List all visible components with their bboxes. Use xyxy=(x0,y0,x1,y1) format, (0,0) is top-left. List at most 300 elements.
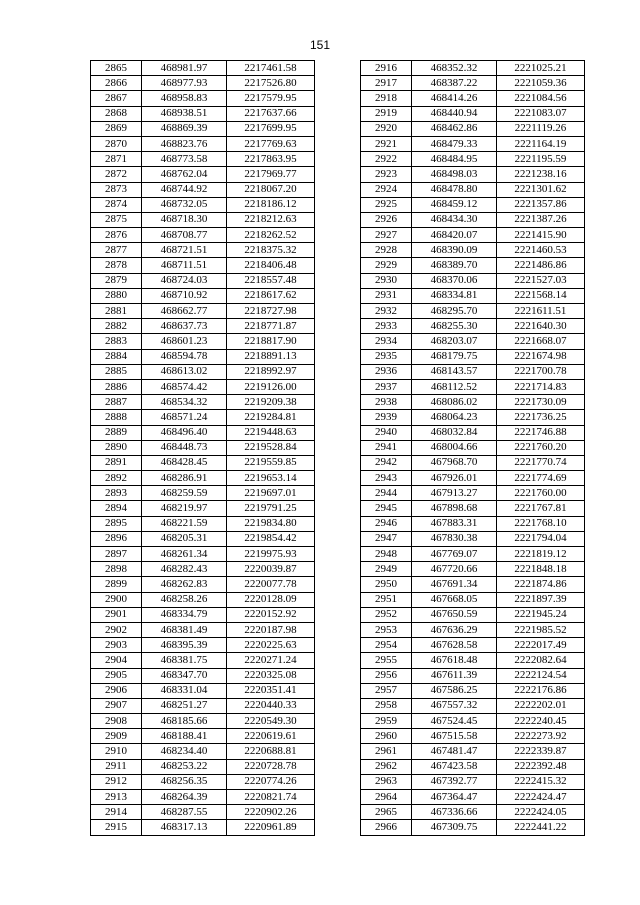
x-coordinate-cell: 468938.51 xyxy=(142,106,227,121)
x-coordinate-cell: 468334.81 xyxy=(412,288,497,303)
y-coordinate-cell: 2219975.93 xyxy=(227,547,315,562)
y-coordinate-cell: 2217699.95 xyxy=(227,121,315,136)
point-number-cell: 2952 xyxy=(361,607,412,622)
table-row xyxy=(91,197,315,212)
x-coordinate-cell: 467668.05 xyxy=(412,592,497,607)
x-coordinate-cell: 468253.22 xyxy=(142,759,227,774)
x-coordinate-cell: 467515.58 xyxy=(412,729,497,744)
table-row xyxy=(91,805,315,820)
x-coordinate-cell: 468459.12 xyxy=(412,197,497,212)
point-number-cell: 2932 xyxy=(361,304,412,319)
point-number-cell: 2918 xyxy=(361,91,412,106)
table-row xyxy=(361,319,585,334)
point-number-cell: 2889 xyxy=(91,425,142,440)
table-row xyxy=(91,790,315,805)
table-row xyxy=(91,379,315,394)
y-coordinate-cell: 2221640.30 xyxy=(497,319,585,334)
table-row xyxy=(91,212,315,227)
table-row xyxy=(91,288,315,303)
y-coordinate-cell: 2218727.98 xyxy=(227,304,315,319)
point-number-cell: 2901 xyxy=(91,607,142,622)
x-coordinate-cell: 468287.55 xyxy=(142,805,227,820)
x-coordinate-cell: 468282.43 xyxy=(142,562,227,577)
point-number-cell: 2928 xyxy=(361,243,412,258)
point-number-cell: 2883 xyxy=(91,334,142,349)
table-row xyxy=(91,516,315,531)
point-number-cell: 2921 xyxy=(361,136,412,151)
point-number-cell: 2884 xyxy=(91,349,142,364)
point-number-cell: 2923 xyxy=(361,167,412,182)
y-coordinate-cell: 2219854.42 xyxy=(227,531,315,546)
y-coordinate-cell: 2220440.33 xyxy=(227,698,315,713)
y-coordinate-cell: 2220351.41 xyxy=(227,683,315,698)
y-coordinate-cell: 2222424.47 xyxy=(497,790,585,805)
table-row xyxy=(91,759,315,774)
point-number-cell: 2935 xyxy=(361,349,412,364)
y-coordinate-cell: 2222124.54 xyxy=(497,668,585,683)
x-coordinate-cell: 468448.73 xyxy=(142,440,227,455)
table-row xyxy=(361,714,585,729)
point-number-cell: 2933 xyxy=(361,319,412,334)
table-row xyxy=(361,577,585,592)
point-number-cell: 2929 xyxy=(361,258,412,273)
point-number-cell: 2951 xyxy=(361,592,412,607)
point-number-cell: 2907 xyxy=(91,698,142,713)
x-coordinate-cell: 467586.25 xyxy=(412,683,497,698)
point-number-cell: 2914 xyxy=(91,805,142,820)
y-coordinate-cell: 2218186.12 xyxy=(227,197,315,212)
x-coordinate-cell: 468251.27 xyxy=(142,698,227,713)
table-row xyxy=(361,182,585,197)
point-number-cell: 2895 xyxy=(91,516,142,531)
y-coordinate-cell: 2221945.24 xyxy=(497,607,585,622)
x-coordinate-cell: 468981.97 xyxy=(142,61,227,76)
y-coordinate-cell: 2218557.48 xyxy=(227,273,315,288)
y-coordinate-cell: 2221819.12 xyxy=(497,547,585,562)
table-row xyxy=(91,547,315,562)
x-coordinate-cell: 467691.34 xyxy=(412,577,497,592)
table-row xyxy=(91,243,315,258)
point-number-cell: 2905 xyxy=(91,668,142,683)
y-coordinate-cell: 2221674.98 xyxy=(497,349,585,364)
x-coordinate-cell: 468255.30 xyxy=(412,319,497,334)
x-coordinate-cell: 468112.52 xyxy=(412,379,497,394)
point-number-cell: 2871 xyxy=(91,152,142,167)
table-row xyxy=(91,668,315,683)
x-coordinate-cell: 468574.42 xyxy=(142,379,227,394)
y-coordinate-cell: 2218262.52 xyxy=(227,228,315,243)
table-row xyxy=(361,744,585,759)
table-row xyxy=(91,182,315,197)
y-coordinate-cell: 2218212.63 xyxy=(227,212,315,227)
y-coordinate-cell: 2221059.36 xyxy=(497,76,585,91)
x-coordinate-cell: 468387.22 xyxy=(412,76,497,91)
table-row xyxy=(91,334,315,349)
table-row xyxy=(91,304,315,319)
y-coordinate-cell: 2221767.81 xyxy=(497,501,585,516)
x-coordinate-cell: 468221.59 xyxy=(142,516,227,531)
x-coordinate-cell: 468762.04 xyxy=(142,167,227,182)
y-coordinate-cell: 2217863.95 xyxy=(227,152,315,167)
x-coordinate-cell: 468484.95 xyxy=(412,152,497,167)
x-coordinate-cell: 467336.66 xyxy=(412,805,497,820)
y-coordinate-cell: 2221770.74 xyxy=(497,455,585,470)
x-coordinate-cell: 468440.94 xyxy=(412,106,497,121)
x-coordinate-cell: 467913.27 xyxy=(412,486,497,501)
x-coordinate-cell: 468711.51 xyxy=(142,258,227,273)
x-coordinate-cell: 468601.23 xyxy=(142,334,227,349)
y-coordinate-cell: 2221238.16 xyxy=(497,167,585,182)
table-row xyxy=(361,304,585,319)
y-coordinate-cell: 2220728.78 xyxy=(227,759,315,774)
point-number-cell: 2873 xyxy=(91,182,142,197)
x-coordinate-cell: 468496.40 xyxy=(142,425,227,440)
y-coordinate-cell: 2219209.38 xyxy=(227,395,315,410)
point-number-cell: 2881 xyxy=(91,304,142,319)
x-coordinate-cell: 468434.30 xyxy=(412,212,497,227)
point-number-cell: 2961 xyxy=(361,744,412,759)
table-row xyxy=(91,820,315,835)
point-number-cell: 2903 xyxy=(91,638,142,653)
point-number-cell: 2897 xyxy=(91,547,142,562)
point-number-cell: 2872 xyxy=(91,167,142,182)
y-coordinate-cell: 2220688.81 xyxy=(227,744,315,759)
x-coordinate-cell: 468143.57 xyxy=(412,364,497,379)
table-row xyxy=(361,152,585,167)
y-coordinate-cell: 2221084.56 xyxy=(497,91,585,106)
table-row xyxy=(361,379,585,394)
point-number-cell: 2877 xyxy=(91,243,142,258)
point-number-cell: 2913 xyxy=(91,790,142,805)
table-row xyxy=(91,319,315,334)
y-coordinate-cell: 2221164.19 xyxy=(497,136,585,151)
y-coordinate-cell: 2222424.05 xyxy=(497,805,585,820)
point-number-cell: 2963 xyxy=(361,774,412,789)
table-row xyxy=(91,136,315,151)
point-number-cell: 2948 xyxy=(361,547,412,562)
point-number-cell: 2904 xyxy=(91,653,142,668)
x-coordinate-cell: 467769.07 xyxy=(412,547,497,562)
y-coordinate-cell: 2221985.52 xyxy=(497,622,585,637)
table-row xyxy=(91,653,315,668)
y-coordinate-cell: 2221301.62 xyxy=(497,182,585,197)
table-row xyxy=(91,622,315,637)
point-number-cell: 2876 xyxy=(91,228,142,243)
table-row xyxy=(361,364,585,379)
x-coordinate-cell: 468004.66 xyxy=(412,440,497,455)
point-number-cell: 2939 xyxy=(361,410,412,425)
y-coordinate-cell: 2221730.09 xyxy=(497,395,585,410)
y-coordinate-cell: 2221760.00 xyxy=(497,486,585,501)
table-row xyxy=(361,440,585,455)
table-row xyxy=(91,425,315,440)
table-row xyxy=(91,349,315,364)
table-row xyxy=(91,121,315,136)
y-coordinate-cell: 2221700.78 xyxy=(497,364,585,379)
table-row xyxy=(361,106,585,121)
table-row xyxy=(91,471,315,486)
point-number-cell: 2938 xyxy=(361,395,412,410)
point-number-cell: 2896 xyxy=(91,531,142,546)
y-coordinate-cell: 2220549.30 xyxy=(227,714,315,729)
x-coordinate-cell: 468086.02 xyxy=(412,395,497,410)
x-coordinate-cell: 468498.03 xyxy=(412,167,497,182)
point-number-cell: 2959 xyxy=(361,714,412,729)
x-coordinate-cell: 468331.04 xyxy=(142,683,227,698)
y-coordinate-cell: 2221768.10 xyxy=(497,516,585,531)
table-row xyxy=(361,243,585,258)
y-coordinate-cell: 2220271.24 xyxy=(227,653,315,668)
x-coordinate-cell: 468261.34 xyxy=(142,547,227,562)
point-number-cell: 2865 xyxy=(91,61,142,76)
table-row xyxy=(361,729,585,744)
table-row xyxy=(361,774,585,789)
x-coordinate-cell: 467524.45 xyxy=(412,714,497,729)
x-coordinate-cell: 468958.83 xyxy=(142,91,227,106)
table-row xyxy=(361,471,585,486)
table-row xyxy=(91,228,315,243)
table-row xyxy=(361,486,585,501)
x-coordinate-cell: 468395.39 xyxy=(142,638,227,653)
point-number-cell: 2890 xyxy=(91,440,142,455)
table-row xyxy=(91,607,315,622)
table-row xyxy=(91,273,315,288)
table-row xyxy=(361,759,585,774)
x-coordinate-cell: 468389.70 xyxy=(412,258,497,273)
x-coordinate-cell: 468534.32 xyxy=(142,395,227,410)
y-coordinate-cell: 2222082.64 xyxy=(497,653,585,668)
table-row xyxy=(361,790,585,805)
point-number-cell: 2870 xyxy=(91,136,142,151)
table-row xyxy=(361,136,585,151)
y-coordinate-cell: 2220821.74 xyxy=(227,790,315,805)
x-coordinate-cell: 468724.03 xyxy=(142,273,227,288)
table-row xyxy=(91,167,315,182)
point-number-cell: 2880 xyxy=(91,288,142,303)
y-coordinate-cell: 2219448.63 xyxy=(227,425,315,440)
y-coordinate-cell: 2221025.21 xyxy=(497,61,585,76)
y-coordinate-cell: 2220325.08 xyxy=(227,668,315,683)
point-number-cell: 2943 xyxy=(361,471,412,486)
y-coordinate-cell: 2222017.49 xyxy=(497,638,585,653)
table-row xyxy=(361,349,585,364)
point-number-cell: 2950 xyxy=(361,577,412,592)
table-row xyxy=(361,683,585,698)
y-coordinate-cell: 2220225.63 xyxy=(227,638,315,653)
point-number-cell: 2949 xyxy=(361,562,412,577)
table-row xyxy=(91,531,315,546)
point-number-cell: 2960 xyxy=(361,729,412,744)
x-coordinate-cell: 467830.38 xyxy=(412,531,497,546)
table-row xyxy=(361,562,585,577)
x-coordinate-cell: 468710.92 xyxy=(142,288,227,303)
table-row xyxy=(91,258,315,273)
point-number-cell: 2930 xyxy=(361,273,412,288)
table-row xyxy=(361,653,585,668)
x-coordinate-cell: 468234.40 xyxy=(142,744,227,759)
y-coordinate-cell: 2220152.92 xyxy=(227,607,315,622)
table-row xyxy=(361,455,585,470)
table-row xyxy=(361,607,585,622)
x-coordinate-cell: 468317.13 xyxy=(142,820,227,835)
y-coordinate-cell: 2220902.26 xyxy=(227,805,315,820)
y-coordinate-cell: 2220128.09 xyxy=(227,592,315,607)
point-number-cell: 2882 xyxy=(91,319,142,334)
point-number-cell: 2920 xyxy=(361,121,412,136)
y-coordinate-cell: 2218771.87 xyxy=(227,319,315,334)
y-coordinate-cell: 2221794.04 xyxy=(497,531,585,546)
y-coordinate-cell: 2221415.90 xyxy=(497,228,585,243)
x-coordinate-cell: 468869.39 xyxy=(142,121,227,136)
point-number-cell: 2956 xyxy=(361,668,412,683)
table-row xyxy=(91,364,315,379)
point-number-cell: 2866 xyxy=(91,76,142,91)
point-number-cell: 2902 xyxy=(91,622,142,637)
y-coordinate-cell: 2219653.14 xyxy=(227,471,315,486)
table-row xyxy=(361,76,585,91)
point-number-cell: 2912 xyxy=(91,774,142,789)
point-number-cell: 2940 xyxy=(361,425,412,440)
x-coordinate-cell: 468428.45 xyxy=(142,455,227,470)
table-row xyxy=(91,440,315,455)
table-row xyxy=(361,410,585,425)
x-coordinate-cell: 468462.86 xyxy=(412,121,497,136)
point-number-cell: 2910 xyxy=(91,744,142,759)
table-row xyxy=(91,729,315,744)
table-row xyxy=(361,121,585,136)
x-coordinate-cell: 468185.66 xyxy=(142,714,227,729)
table-row xyxy=(361,334,585,349)
table-row xyxy=(361,212,585,227)
point-number-cell: 2942 xyxy=(361,455,412,470)
table-row xyxy=(91,577,315,592)
x-coordinate-cell: 468977.93 xyxy=(142,76,227,91)
point-number-cell: 2919 xyxy=(361,106,412,121)
x-coordinate-cell: 468205.31 xyxy=(142,531,227,546)
coordinates-table-left xyxy=(90,60,315,836)
y-coordinate-cell: 2221568.14 xyxy=(497,288,585,303)
coordinates-table-left-body xyxy=(91,61,315,836)
point-number-cell: 2885 xyxy=(91,364,142,379)
x-coordinate-cell: 468064.23 xyxy=(412,410,497,425)
table-row xyxy=(91,774,315,789)
y-coordinate-cell: 2221460.53 xyxy=(497,243,585,258)
point-number-cell: 2908 xyxy=(91,714,142,729)
y-coordinate-cell: 2218891.13 xyxy=(227,349,315,364)
x-coordinate-cell: 468718.30 xyxy=(142,212,227,227)
point-number-cell: 2925 xyxy=(361,197,412,212)
x-coordinate-cell: 467557.32 xyxy=(412,698,497,713)
table-row xyxy=(361,622,585,637)
table-row xyxy=(361,273,585,288)
point-number-cell: 2874 xyxy=(91,197,142,212)
y-coordinate-cell: 2222273.92 xyxy=(497,729,585,744)
table-row xyxy=(361,258,585,273)
x-coordinate-cell: 467309.75 xyxy=(412,820,497,835)
table-row xyxy=(361,167,585,182)
point-number-cell: 2878 xyxy=(91,258,142,273)
y-coordinate-cell: 2219791.25 xyxy=(227,501,315,516)
point-number-cell: 2945 xyxy=(361,501,412,516)
table-row xyxy=(91,683,315,698)
y-coordinate-cell: 2218067.20 xyxy=(227,182,315,197)
table-row xyxy=(361,592,585,607)
y-coordinate-cell: 2219126.00 xyxy=(227,379,315,394)
point-number-cell: 2900 xyxy=(91,592,142,607)
x-coordinate-cell: 468286.91 xyxy=(142,471,227,486)
x-coordinate-cell: 468370.06 xyxy=(412,273,497,288)
y-coordinate-cell: 2218617.62 xyxy=(227,288,315,303)
x-coordinate-cell: 468662.77 xyxy=(142,304,227,319)
table-row xyxy=(361,531,585,546)
point-number-cell: 2891 xyxy=(91,455,142,470)
y-coordinate-cell: 2221897.39 xyxy=(497,592,585,607)
x-coordinate-cell: 468420.07 xyxy=(412,228,497,243)
table-row xyxy=(91,501,315,516)
y-coordinate-cell: 2220077.78 xyxy=(227,577,315,592)
table-row xyxy=(361,547,585,562)
y-coordinate-cell: 2221736.25 xyxy=(497,410,585,425)
x-coordinate-cell: 468352.32 xyxy=(412,61,497,76)
x-coordinate-cell: 468479.33 xyxy=(412,136,497,151)
x-coordinate-cell: 468478.80 xyxy=(412,182,497,197)
x-coordinate-cell: 468721.51 xyxy=(142,243,227,258)
point-number-cell: 2927 xyxy=(361,228,412,243)
point-number-cell: 2953 xyxy=(361,622,412,637)
point-number-cell: 2966 xyxy=(361,820,412,835)
table-row xyxy=(361,288,585,303)
coordinates-table-right xyxy=(360,60,585,836)
x-coordinate-cell: 467611.39 xyxy=(412,668,497,683)
point-number-cell: 2899 xyxy=(91,577,142,592)
x-coordinate-cell: 468390.09 xyxy=(412,243,497,258)
table-row xyxy=(91,744,315,759)
x-coordinate-cell: 468188.41 xyxy=(142,729,227,744)
x-coordinate-cell: 467926.01 xyxy=(412,471,497,486)
y-coordinate-cell: 2217769.63 xyxy=(227,136,315,151)
y-coordinate-cell: 2222202.01 xyxy=(497,698,585,713)
x-coordinate-cell: 468203.07 xyxy=(412,334,497,349)
x-coordinate-cell: 467883.31 xyxy=(412,516,497,531)
point-number-cell: 2955 xyxy=(361,653,412,668)
x-coordinate-cell: 467423.58 xyxy=(412,759,497,774)
y-coordinate-cell: 2222415.32 xyxy=(497,774,585,789)
table-row xyxy=(91,638,315,653)
point-number-cell: 2875 xyxy=(91,212,142,227)
point-number-cell: 2941 xyxy=(361,440,412,455)
point-number-cell: 2934 xyxy=(361,334,412,349)
y-coordinate-cell: 2219528.84 xyxy=(227,440,315,455)
x-coordinate-cell: 467481.47 xyxy=(412,744,497,759)
y-coordinate-cell: 2221195.59 xyxy=(497,152,585,167)
y-coordinate-cell: 2218817.90 xyxy=(227,334,315,349)
y-coordinate-cell: 2219284.81 xyxy=(227,410,315,425)
y-coordinate-cell: 2220039.87 xyxy=(227,562,315,577)
point-number-cell: 2922 xyxy=(361,152,412,167)
y-coordinate-cell: 2221746.88 xyxy=(497,425,585,440)
point-number-cell: 2893 xyxy=(91,486,142,501)
table-row xyxy=(361,805,585,820)
x-coordinate-cell: 468594.78 xyxy=(142,349,227,364)
y-coordinate-cell: 2217637.66 xyxy=(227,106,315,121)
y-coordinate-cell: 2221083.07 xyxy=(497,106,585,121)
table-row xyxy=(361,395,585,410)
point-number-cell: 2898 xyxy=(91,562,142,577)
table-row xyxy=(91,714,315,729)
point-number-cell: 2868 xyxy=(91,106,142,121)
y-coordinate-cell: 2221874.86 xyxy=(497,577,585,592)
y-coordinate-cell: 2220774.26 xyxy=(227,774,315,789)
